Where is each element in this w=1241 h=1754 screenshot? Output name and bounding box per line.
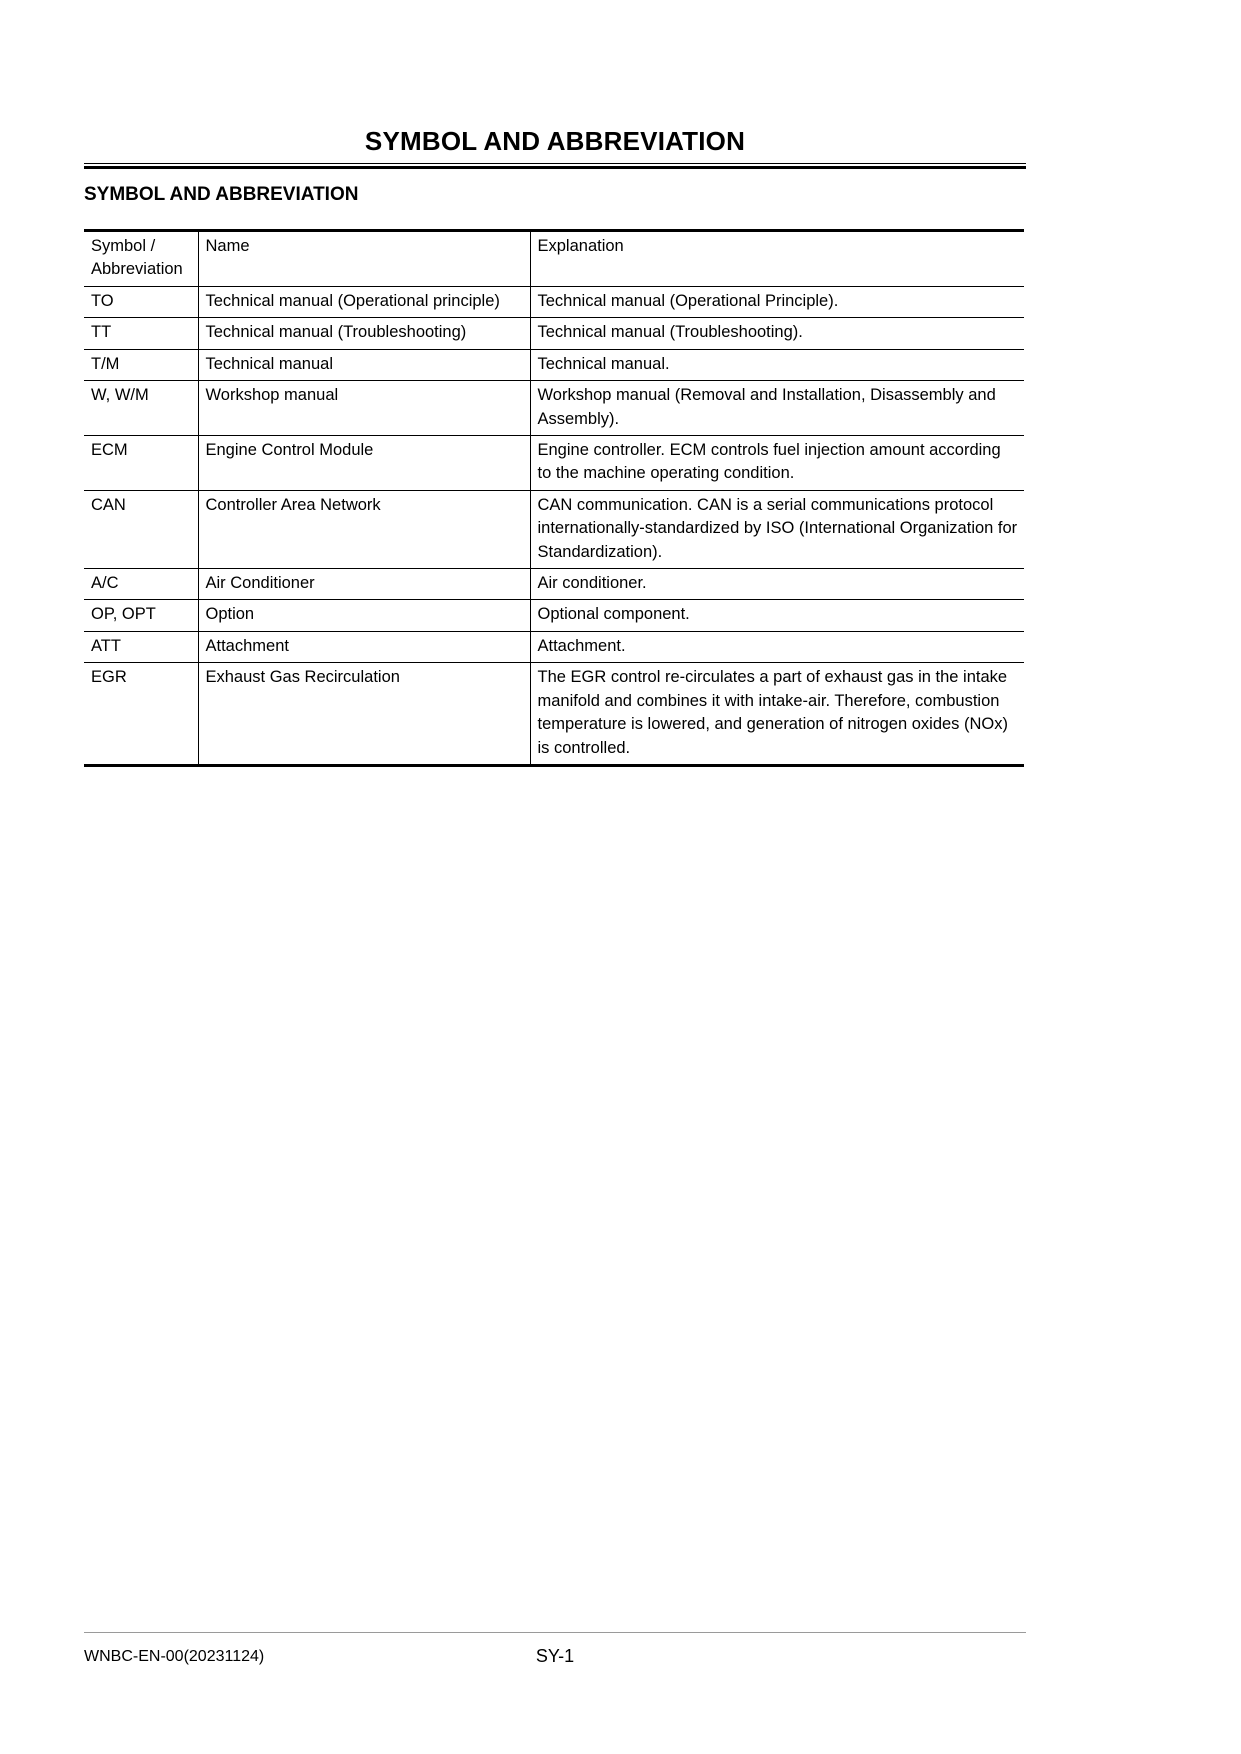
- cell-symbol: ECM: [84, 435, 198, 490]
- cell-symbol: W, W/M: [84, 381, 198, 436]
- header-symbol-line1: Symbol /: [91, 237, 156, 255]
- cell-explanation: CAN communication. CAN is a serial communications protocol internationally-standardized by ISO (International Organization for Standardization).: [530, 490, 1024, 568]
- cell-symbol: CAN: [84, 490, 198, 568]
- table-row: [84, 663, 1024, 766]
- abbreviation-table: [84, 229, 1024, 767]
- cell-explanation: Optional component.: [530, 600, 1024, 631]
- header-cell-name: Name: [198, 231, 530, 287]
- header-symbol-line2: Abbreviation: [91, 260, 183, 279]
- table-row: [84, 490, 1024, 568]
- cell-name: Technical manual (Operational principle): [198, 286, 530, 317]
- table-header-row: [84, 231, 1024, 287]
- cell-explanation: Workshop manual (Removal and Installation, Disassembly and Assembly).: [530, 381, 1024, 436]
- cell-symbol: TO: [84, 286, 198, 317]
- cell-symbol: A/C: [84, 569, 198, 600]
- cell-symbol: OP, OPT: [84, 600, 198, 631]
- footer-divider: [84, 1632, 1026, 1633]
- table-row: [84, 600, 1024, 631]
- table-row: [84, 569, 1024, 600]
- footer-document-code: WNBC-EN-00(20231124): [84, 1648, 265, 1665]
- header-cell-explanation: Explanation: [530, 231, 1024, 287]
- footer-page-number: SY-1: [535, 1646, 575, 1666]
- cell-explanation: Attachment.: [530, 631, 1024, 662]
- cell-name: Attachment: [198, 631, 530, 662]
- cell-explanation: Technical manual (Operational Principle).: [530, 286, 1024, 317]
- table-row: [84, 381, 1024, 436]
- cell-symbol: EGR: [84, 663, 198, 766]
- cell-name: Air Conditioner: [198, 569, 530, 600]
- cell-explanation: Engine controller. ECM controls fuel injection amount according to the machine operating condition.: [530, 435, 1024, 490]
- cell-explanation: The EGR control re-circulates a part of exhaust gas in the intake manifold and combines it with intake-air. Therefore, combustion temperature is lowered, and generation of nitrogen oxides (NOx) is controlled.: [530, 663, 1024, 766]
- title-divider: [84, 163, 1026, 169]
- cell-name: Technical manual: [198, 349, 530, 380]
- cell-symbol: ATT: [84, 631, 198, 662]
- cell-explanation: Air conditioner.: [530, 569, 1024, 600]
- cell-explanation: Technical manual (Troubleshooting).: [530, 318, 1024, 349]
- header-cell-symbol: [84, 231, 198, 287]
- page-title: SYMBOL AND ABBREVIATION: [364, 126, 746, 156]
- cell-explanation: Technical manual.: [530, 349, 1024, 380]
- section-heading: SYMBOL AND ABBREVIATION: [84, 184, 359, 205]
- abbreviation-table-wrapper: [84, 229, 1024, 767]
- table-row: [84, 435, 1024, 490]
- cell-name: Exhaust Gas Recirculation: [198, 663, 530, 766]
- cell-name: Workshop manual: [198, 381, 530, 436]
- table-row: [84, 631, 1024, 662]
- cell-name: Option: [198, 600, 530, 631]
- cell-symbol: T/M: [84, 349, 198, 380]
- table-row: [84, 349, 1024, 380]
- cell-symbol: TT: [84, 318, 198, 349]
- cell-name: Technical manual (Troubleshooting): [198, 318, 530, 349]
- table-row: [84, 286, 1024, 317]
- cell-name: Engine Control Module: [198, 435, 530, 490]
- cell-name: Controller Area Network: [198, 490, 530, 568]
- table-row: [84, 318, 1024, 349]
